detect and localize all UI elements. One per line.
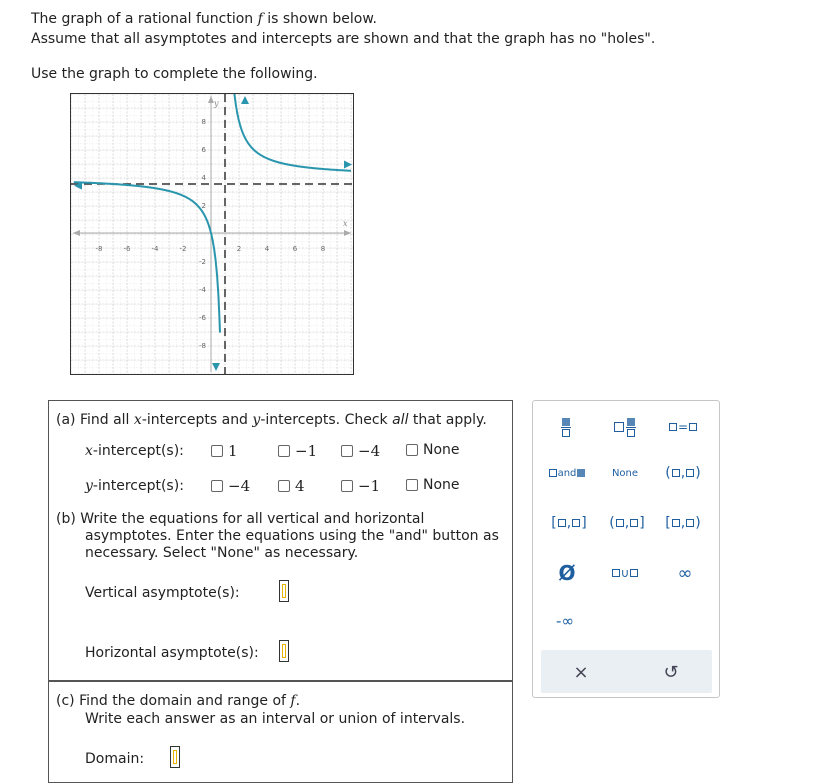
left-open-interval-button[interactable] [601, 509, 653, 537]
open-interval-icon: ( , ) [665, 465, 701, 481]
y-axis-label: y [214, 99, 219, 108]
left-open-interval-icon: ( , ] [609, 515, 645, 531]
y-intercept-option-neg1[interactable]: −1 [341, 477, 380, 495]
y-intercept-option-4[interactable]: 4 [278, 477, 305, 495]
x-intercepts-label: x-intercept(s): [85, 443, 184, 459]
union-button[interactable] [603, 559, 647, 587]
right-open-interval-button[interactable] [657, 509, 709, 537]
y-intercept-option-none[interactable]: None [406, 477, 460, 493]
x-axis-label: x [343, 219, 348, 228]
x-tick-label: -2 [179, 245, 187, 253]
x-tick-label: -6 [123, 245, 131, 253]
palette-action-bar [541, 650, 712, 693]
checkbox[interactable] [406, 444, 418, 456]
fraction-button[interactable] [549, 413, 583, 441]
checkbox[interactable] [341, 480, 353, 492]
horizontal-asymptote-input[interactable] [279, 640, 289, 662]
rational-function-graph [70, 93, 354, 375]
y-tick-label: 8 [201, 118, 206, 126]
part-c-prompt-line-1: (c) Find the domain and range of f. [56, 693, 301, 709]
part-a-prompt: (a) Find all x-intercepts and y-intercepts. Check all that apply. [56, 412, 487, 428]
x-intercept-option-neg4[interactable]: −4 [341, 442, 380, 460]
horizontal-asymptote-label: Horizontal asymptote(s): [85, 645, 259, 661]
and-button[interactable]: and [543, 461, 591, 485]
equals-icon: = [669, 420, 697, 434]
part-b-prompt-line-2: asymptotes. Enter the equations using the "and" button as [85, 528, 499, 544]
closed-interval-button[interactable] [543, 509, 595, 537]
open-interval-button[interactable] [657, 459, 709, 487]
y-tick-label: -6 [199, 314, 206, 322]
x-tick-label: 4 [264, 245, 270, 253]
negative-infinity-button[interactable]: -∞ [556, 612, 574, 630]
part-b-prompt-line-1: (b) Write the equations for all vertical and horizontal [56, 511, 425, 527]
x-intercept-option-1[interactable]: 1 [211, 442, 238, 460]
part-c-prompt-line-2: Write each answer as an interval or union of intervals. [85, 711, 466, 727]
y-tick-label: 2 [201, 202, 206, 210]
x-tick-label: -4 [151, 245, 159, 253]
part-b-box [48, 504, 513, 681]
checkbox[interactable] [211, 445, 223, 457]
empty-set-button[interactable]: Ø [558, 561, 576, 585]
none-button[interactable]: None [611, 467, 639, 479]
vertical-asymptote-input[interactable] [279, 580, 289, 602]
y-tick-label: -2 [199, 258, 206, 266]
union-icon: ∪ [612, 566, 639, 580]
part-a-box [48, 400, 513, 506]
clear-icon[interactable]: × [573, 661, 589, 683]
x-tick-label: 2 [236, 245, 242, 253]
closed-interval-icon: [ , ] [551, 515, 587, 531]
checkbox[interactable] [211, 480, 223, 492]
x-intercept-option-none[interactable]: None [406, 442, 460, 458]
intro-line-3: Use the graph to complete the following. [31, 66, 318, 82]
right-open-interval-icon: [ , ) [665, 515, 701, 531]
domain-label: Domain: [85, 751, 145, 767]
y-tick-label: -8 [199, 342, 206, 350]
vertical-asymptote-label: Vertical asymptote(s): [85, 585, 240, 601]
part-c-box [48, 681, 513, 783]
y-intercepts-label: y-intercept(s): [85, 478, 184, 494]
x-tick-label: 6 [292, 245, 298, 253]
x-tick-label: -8 [95, 245, 103, 253]
fraction-icon [561, 418, 571, 437]
x-intercept-option-neg1[interactable]: −1 [278, 442, 317, 460]
y-tick-label: 4 [201, 174, 206, 182]
checkbox[interactable] [341, 445, 353, 457]
checkbox[interactable] [406, 479, 418, 491]
x-tick-label: 8 [320, 245, 326, 253]
y-tick-label: -4 [199, 286, 206, 294]
checkbox[interactable] [278, 445, 290, 457]
math-palette [532, 400, 720, 698]
y-tick-label: 6 [201, 146, 206, 154]
y-intercept-option-neg4[interactable]: −4 [211, 477, 250, 495]
domain-input[interactable] [170, 746, 180, 768]
undo-icon[interactable]: ↺ [663, 661, 679, 683]
mixed-number-button[interactable] [605, 413, 645, 441]
intro-line-2: Assume that all asymptotes and intercepts are shown and that the graph has no "holes". [31, 31, 656, 47]
problem-intro [31, 9, 655, 84]
checkbox[interactable] [278, 480, 290, 492]
intro-line-1: The graph of a rational function f is shown below. [31, 11, 377, 27]
mixed-number-icon [614, 418, 636, 437]
part-b-prompt-line-3: necessary. Select "None" as necessary. [85, 545, 359, 561]
graph-canvas [71, 94, 353, 374]
infinity-button[interactable]: ∞ [677, 562, 693, 584]
equals-button[interactable] [659, 413, 707, 441]
